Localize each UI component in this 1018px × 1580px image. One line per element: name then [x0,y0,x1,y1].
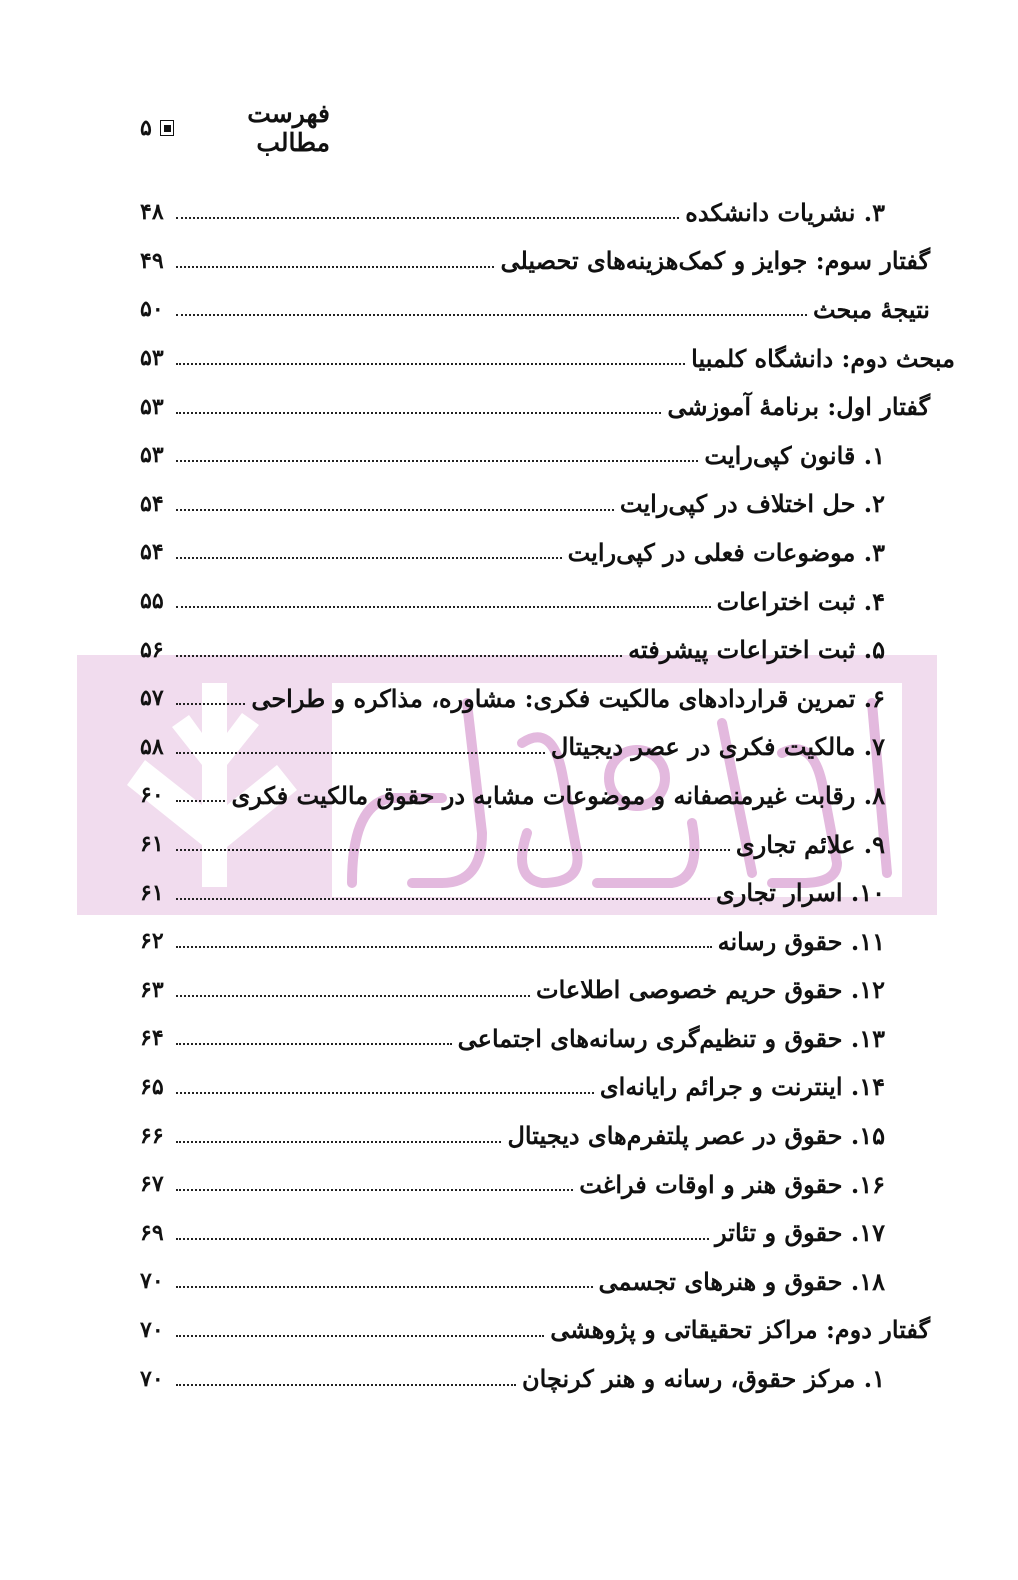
toc-entry-page: ۵۷ [140,685,164,712]
dot-leader [176,586,711,616]
toc-entry[interactable] [140,382,955,431]
toc-entry-title: ۱. قانون کپی‌رایت [704,440,885,470]
toc-entry[interactable] [140,188,955,237]
dot-leader [176,732,545,762]
dot-leader [176,343,685,373]
toc-entry-title: ۱۵. حقوق در عصر پلتفرم‌های دیجیتال [507,1121,885,1151]
toc-entry-title: مبحث دوم: دانشگاه کلمبیا [691,343,955,373]
toc-entry-page: ۶۱ [140,831,164,858]
toc-entry[interactable] [140,868,955,917]
dot-leader [176,392,661,422]
header-title: فهرست مطالب [247,99,330,157]
toc-entry-page: ۶۳ [140,976,164,1003]
toc-entry-page: ۵۳ [140,345,164,372]
dot-leader [176,440,698,470]
dot-leader [176,1169,573,1199]
toc-entry-page: ۵۶ [140,636,164,663]
toc-entry-title: ۳. موضوعات فعلی در کپی‌رایت [567,537,885,567]
toc-entry[interactable] [140,1063,955,1112]
toc-entry[interactable] [140,1354,955,1403]
square-bullet-icon [160,120,175,136]
toc-entry[interactable] [140,1014,955,1063]
toc-entry-title: نتیجهٔ مبحث [812,294,930,324]
toc-entry[interactable] [140,723,955,772]
toc-entry-title: ۶. تمرین قراردادهای مالکیت فکری: مشاوره، مذاکره و طراحی [251,683,885,713]
toc-entry-page: ۵۴ [140,490,164,517]
toc-entry-title: ۱۳. حقوق و تنظیم‌گری رسانه‌های اجتماعی [457,1023,885,1053]
toc-entry[interactable] [140,1306,955,1355]
toc-entry[interactable] [140,334,955,383]
dot-leader [176,197,679,227]
toc-entry[interactable] [140,1160,955,1209]
dot-leader [176,1121,501,1151]
toc-entry-title: ۸. رقابت غیرمنصفانه و موضوعات مشابه در حقوق مالکیت فکری [231,780,885,810]
dot-leader [176,683,245,713]
dot-leader [176,780,225,810]
dot-leader [176,294,807,324]
toc-entry-page: ۷۰ [140,1365,164,1392]
toc-entry[interactable] [140,237,955,286]
toc-entry[interactable] [140,771,955,820]
toc-entry-page: ۵۵ [140,588,164,615]
toc-entry[interactable] [140,528,955,577]
dot-leader [176,878,710,908]
toc-entry-page: ۵۴ [140,539,164,566]
toc-entry-title: ۴. ثبت اختراعات [716,586,885,616]
dot-leader [176,1218,709,1248]
toc-entry-page: ۶۰ [140,782,164,809]
toc-entry-title: ۱۱. حقوق رسانه [717,926,885,956]
toc-entry-title: گفتار اول: برنامهٔ آموزشی [667,392,930,422]
toc-entry-page: ۶۵ [140,1073,164,1100]
toc-entry-title: ۹. علائم تجاری [735,829,885,859]
dot-leader [176,829,730,859]
dot-leader [176,975,530,1005]
toc-entry[interactable] [140,480,955,529]
toc-entry-title: ۵. ثبت اختراعات پیشرفته [628,635,885,665]
toc-entry[interactable] [140,577,955,626]
toc-entry[interactable] [140,625,955,674]
dot-leader [176,489,614,519]
dot-leader [176,635,622,665]
dot-leader [176,1364,516,1394]
toc-entry[interactable] [140,1257,955,1306]
toc-entry[interactable] [140,1208,955,1257]
toc-entry-title: ۳. نشریات دانشکده [685,197,885,227]
toc-entry-title: ۱۶. حقوق هنر و اوقات فراغت [579,1169,885,1199]
dot-leader [176,926,712,956]
toc-entry-page: ۴۸ [140,199,164,226]
toc-entry[interactable] [140,285,955,334]
toc-entry[interactable] [140,1111,955,1160]
toc-entry-page: ۶۴ [140,1025,164,1052]
table-of-contents [140,188,955,1403]
toc-entry-title: ۱۴. اینترنت و جرائم رایانه‌ای [599,1072,885,1102]
toc-entry-page: ۵۸ [140,733,164,760]
toc-entry-title: ۲. حل اختلاف در کپی‌رایت [619,489,885,519]
toc-entry-title: ۱۷. حقوق و تئاتر [715,1218,885,1248]
toc-entry-title: ۱. مرکز حقوق، رسانه و هنر کرنچان [522,1364,885,1394]
toc-entry-page: ۶۹ [140,1219,164,1246]
dot-leader [176,1072,594,1102]
header-page-number: ۵ [140,115,152,141]
toc-entry[interactable] [140,820,955,869]
toc-entry-page: ۶۱ [140,879,164,906]
toc-entry-title: ۱۰. اسرار تجاری [716,878,885,908]
dot-leader [176,1023,452,1053]
dot-leader [176,1266,593,1296]
toc-entry-page: ۷۰ [140,1316,164,1343]
toc-entry[interactable] [140,674,955,723]
toc-entry-page: ۶۲ [140,928,164,955]
toc-entry-title: ۷. مالکیت فکری در عصر دیجیتال [550,732,885,762]
toc-entry-page: ۷۰ [140,1268,164,1295]
toc-entry-page: ۶۶ [140,1122,164,1149]
toc-entry-page: ۵۳ [140,393,164,420]
toc-entry-title: ۱۸. حقوق و هنرهای تجسمی [598,1266,885,1296]
dot-leader [176,1315,544,1345]
toc-entry-title: گفتار سوم: جوایز و کمک‌هزینه‌های تحصیلی [500,246,930,276]
toc-entry-page: ۶۷ [140,1171,164,1198]
toc-entry-title: ۱۲. حقوق حریم خصوصی اطلاعات [535,975,885,1005]
toc-entry-page: ۴۹ [140,247,164,274]
running-header [140,99,330,157]
toc-entry-title: گفتار دوم: مراکز تحقیقاتی و پژوهشی [550,1315,930,1345]
toc-entry-page: ۵۳ [140,442,164,469]
toc-entry[interactable] [140,431,955,480]
toc-entry[interactable] [140,917,955,966]
dot-leader [176,246,494,276]
toc-entry-page: ۵۰ [140,296,164,323]
dot-leader [176,537,562,567]
toc-entry[interactable] [140,966,955,1015]
